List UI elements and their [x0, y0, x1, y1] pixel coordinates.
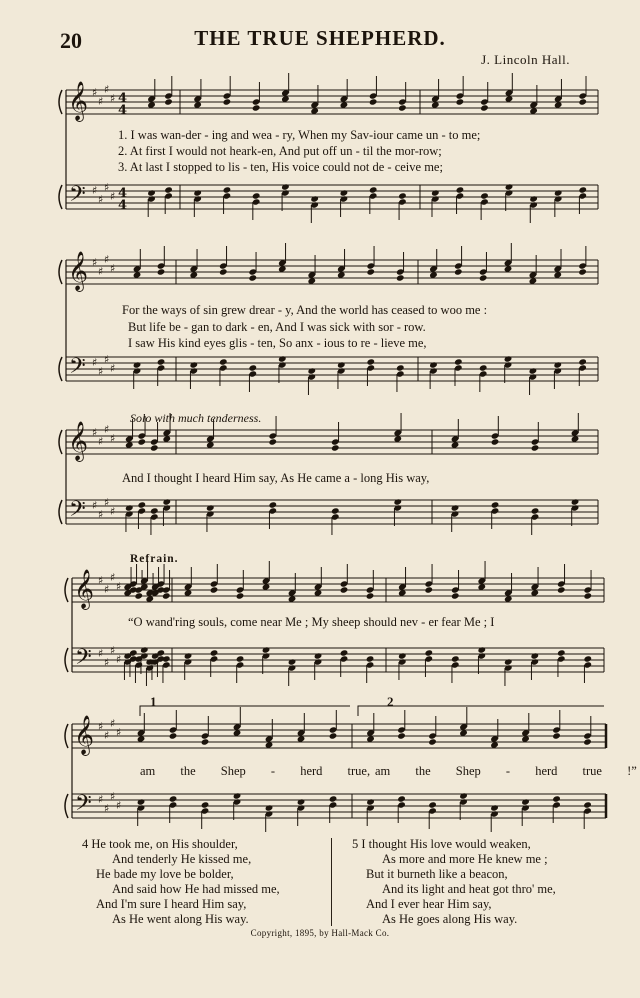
page-title: THE TRUE SHEPHERD. [194, 26, 446, 50]
system4-treble-clef: 𝄞 [74, 569, 95, 609]
system2-bass-notes-head [454, 358, 463, 365]
stanza-divider [331, 838, 332, 926]
system5-key-signature: ♯ [98, 720, 104, 733]
system2-brace [59, 357, 62, 381]
system1-treble-notes-head [164, 98, 173, 105]
solo-line: And I thought I heard Him say, As He came a - long His way, [122, 471, 430, 485]
system4-treble-notes-head [424, 586, 433, 593]
system1-treble-notes-head [480, 104, 489, 111]
system2-treble-notes-head [454, 268, 463, 275]
system3-key-signature: ♯ [110, 505, 116, 518]
system4-treble-notes-head [162, 592, 171, 599]
system1-bass-notes-head [281, 183, 290, 190]
system1-key-signature: ♯ [98, 95, 104, 108]
system5-bass-notes-head [366, 798, 375, 805]
system2-bass-notes-head [504, 355, 513, 362]
system3-key-signature: ♯ [92, 499, 98, 512]
system5-key-signature: ♯ [104, 729, 110, 742]
stanza-5-text-1: I thought His love would weaken, [361, 837, 531, 851]
stanza-5-line-5: And I ever hear Him say, [366, 897, 492, 911]
system2-bass-notes-head [278, 355, 287, 362]
system4-key-signature: ♯ [110, 571, 116, 584]
system5-key-signature: ♯ [116, 799, 122, 812]
system2-key-signature: ♯ [110, 362, 116, 375]
system2-bass-notes-head [133, 361, 142, 368]
system1-bass-notes-head [340, 189, 349, 196]
system5-key-signature: ♯ [104, 802, 110, 815]
system5-treble-notes-head [201, 738, 210, 745]
system1-bass-notes-head [456, 186, 465, 193]
system4-bass-notes-head [477, 646, 486, 653]
system4-key-signature: ♯ [104, 583, 110, 596]
system5-bass-notes-head [329, 795, 338, 802]
system2-treble-notes-head [578, 268, 587, 275]
composer-credit: J. Lincoln Hall. [481, 52, 570, 67]
system2-bass-notes-head [366, 358, 375, 365]
verse3-line2: I saw His kind eyes glis - ten, So anx - ious to re - lieve me, [128, 336, 427, 350]
system5-bass-notes-head [233, 792, 242, 799]
system1-brace [59, 185, 62, 209]
second-ending-number: 2 [387, 694, 394, 709]
system1-bass-notes-head [310, 195, 319, 202]
system1-treble-notes-head [398, 104, 407, 111]
system4-treble-notes-head [236, 592, 245, 599]
system4-bass-notes-head [210, 649, 219, 656]
system5-bass-notes-head [459, 792, 468, 799]
stanza-4 [82, 837, 280, 927]
refrain-line1: “O wand'ring souls, come near Me ; My sheep should nev - er fear Me ; I [128, 615, 495, 629]
system3-treble-notes-head [150, 444, 159, 451]
system5-brace [65, 794, 68, 818]
system5-bass-notes-head [297, 798, 306, 805]
system2-treble-notes-head [479, 274, 488, 281]
system1-bass-notes-head [164, 186, 173, 193]
system5-key-signature: ♯ [110, 717, 116, 730]
system1-bass-notes-head [505, 183, 514, 190]
system4-treble-notes-head [583, 592, 592, 599]
system5-bass-notes-head [490, 804, 499, 811]
system3-treble-notes-head [531, 444, 540, 451]
system2-key-signature: ♯ [104, 253, 110, 266]
system5-treble-clef: 𝄞 [74, 715, 95, 755]
system1-bass-notes-head [480, 192, 489, 199]
system2-treble-notes-head [219, 268, 228, 275]
system4-bass-notes-head [451, 655, 460, 662]
system3-bass-notes-head [571, 498, 580, 505]
system5-treble-notes-head [397, 732, 406, 739]
stanza-4-line-2: And tenderly He kissed me, [112, 852, 252, 866]
system2-key-signature: ♯ [98, 365, 104, 378]
copyright-notice: Copyright, 1895, by Hall-Mack Co. [250, 928, 390, 938]
stanza-5-line-4: And its light and heat got thro' me, [382, 882, 556, 896]
system3-bass-notes-head [531, 507, 540, 514]
system3-key-signature: ♯ [110, 432, 116, 445]
system1-key-signature: ♯ [92, 86, 98, 99]
system3-key-signature: ♯ [104, 496, 110, 509]
solo-direction: Solo with much tenderness. [130, 411, 262, 425]
system2-key-signature: ♯ [92, 356, 98, 369]
system3-treble-notes-head [137, 438, 146, 445]
refrain-line2-first-ending: am the Shep - herd true, [140, 764, 371, 778]
system1-time-signature: 4 [118, 103, 128, 118]
system5-key-signature: ♯ [116, 726, 122, 739]
system1-bass-notes-head [369, 186, 378, 193]
system2-bass-notes-head [429, 361, 438, 368]
system4-bass-notes-head [314, 652, 323, 659]
system2-brace [59, 260, 62, 284]
system4-bass-clef: 𝄢 [75, 645, 92, 675]
system5-bass-notes-head [265, 804, 274, 811]
system2-bass-notes-head [529, 367, 538, 374]
system4-treble-notes-head [134, 592, 143, 599]
system4-key-signature: ♯ [98, 647, 104, 660]
system5-brace [65, 724, 68, 748]
stanza-5 [352, 837, 556, 927]
system1-time-signature: 4 [118, 198, 128, 213]
verse2-line1: 2. At first I would not heark-en, And put off un - til the mor-row; [118, 144, 442, 158]
system3-bass-clef: 𝄢 [69, 497, 86, 527]
system5-treble-notes-head [329, 732, 338, 739]
stanza-5-line-6: As He goes along His way. [382, 912, 518, 926]
system1-bass-notes-head [223, 186, 232, 193]
system4-bass-notes-head [583, 655, 592, 662]
stanza-5-number: 5 [352, 837, 359, 851]
system5-bass-notes-head [169, 795, 178, 802]
system3-treble-clef: 𝄞 [68, 421, 89, 461]
verse2-line2: But life be - gan to dark - en, And I was sick with sor - row. [128, 320, 426, 334]
system4-bass-notes-head [162, 655, 171, 662]
system3-key-signature: ♯ [98, 508, 104, 521]
system5-bass-notes-head [428, 801, 437, 808]
system3-brace [59, 500, 62, 524]
system4-treble-notes-head [366, 592, 375, 599]
system5-bass-notes-head [521, 798, 530, 805]
system4-treble-notes-head [210, 586, 219, 593]
system4-bass-notes-head [504, 658, 513, 665]
system4-bass-notes-head [530, 652, 539, 659]
system4-bass-notes-head [288, 658, 297, 665]
page-number: 20 [60, 28, 82, 53]
system2-bass-notes-head [248, 364, 257, 371]
system2-key-signature: ♯ [92, 256, 98, 269]
system1-treble-notes-head [252, 104, 261, 111]
system4-key-signature: ♯ [116, 653, 122, 666]
system2-bass-notes-head [157, 358, 166, 365]
system5-bass-notes-head [201, 801, 210, 808]
system2-bass-notes-head [219, 358, 228, 365]
system3-bass-notes-head [331, 507, 340, 514]
system1-key-signature: ♯ [104, 181, 110, 194]
system2-key-signature: ♯ [110, 262, 116, 275]
system2-bass-notes-head [189, 361, 198, 368]
system4-key-signature: ♯ [104, 656, 110, 669]
system2-treble-notes-head [366, 268, 375, 275]
system2-key-signature: ♯ [98, 265, 104, 278]
stanza-4-number: 4 [82, 837, 89, 851]
system3-brace [59, 430, 62, 454]
system3-treble-notes-head [331, 444, 340, 451]
system1-key-signature: ♯ [104, 83, 110, 96]
system4-bass-notes-head [140, 646, 149, 653]
system3-bass-notes-head [491, 501, 500, 508]
system1-bass-notes-head [431, 189, 440, 196]
system1-treble-clef: 𝄞 [68, 81, 89, 121]
system4-bass-notes-head [424, 649, 433, 656]
system3-bass-notes-head [150, 507, 159, 514]
system2-bass-notes-head [578, 358, 587, 365]
system5-treble-notes-head [428, 738, 437, 745]
system2-key-signature: ♯ [104, 353, 110, 366]
system3-bass-notes-head [268, 501, 277, 508]
stanza-4-text-1: He took me, on His shoulder, [91, 837, 238, 851]
system2-bass-clef: 𝄢 [69, 354, 86, 384]
refrain-line2-second-ending: am the Shep - herd true !” [375, 764, 637, 778]
system1-treble-notes-head [578, 98, 587, 105]
system1-time-signature: 4 [118, 91, 128, 106]
system4-treble-notes-head [557, 586, 566, 593]
system1-brace [59, 90, 62, 114]
system1-key-signature: ♯ [98, 193, 104, 206]
stanza-4-line-5: And I'm sure I heard Him say, [96, 897, 247, 911]
system1-key-signature: ♯ [110, 190, 116, 203]
stanza-4-line-6: As He went along His way. [112, 912, 249, 926]
stanza-5-line-1 [352, 837, 556, 852]
system1-bass-notes-head [252, 192, 261, 199]
system5-bass-clef: 𝄢 [75, 791, 92, 821]
system3-bass-notes-head [125, 504, 134, 511]
verse3-line1: 3. At last I stopped to lis - ten, His voice could not de - ceive me; [118, 160, 443, 174]
system5-treble-notes-head [583, 738, 592, 745]
system3-key-signature: ♯ [92, 426, 98, 439]
system2-bass-notes-head [479, 364, 488, 371]
system4-bass-notes-head [398, 652, 407, 659]
system2-treble-notes-head [157, 268, 166, 275]
system1-bass-clef: 𝄢 [69, 182, 86, 212]
stanza-4-line-4: And said how He had missed me, [112, 882, 280, 896]
system3-treble-notes-head [268, 438, 277, 445]
system4-brace [65, 578, 68, 602]
system1-bass-notes-head [529, 195, 538, 202]
system5-key-signature: ♯ [98, 793, 104, 806]
system4-brace [65, 648, 68, 672]
system4-bass-notes-head [184, 652, 193, 659]
system5-bass-notes-head [137, 798, 146, 805]
system1-bass-notes-head [554, 189, 563, 196]
system5-bass-notes-head [583, 801, 592, 808]
system3-bass-notes-head [206, 504, 215, 511]
stanza-4-line-1 [82, 837, 280, 852]
stanza-4-line-3: He bade my love be bolder, [96, 867, 234, 881]
system4-key-signature: ♯ [116, 580, 122, 593]
first-ending-number: 1 [150, 694, 157, 709]
system2-bass-notes-head [553, 361, 562, 368]
system2-bass-notes-head [307, 367, 316, 374]
system4-bass-notes-head [557, 649, 566, 656]
second-ending-bracket [358, 706, 604, 716]
system1-bass-notes-head [193, 189, 202, 196]
system4-treble-notes-head [451, 592, 460, 599]
system4-treble-notes-head [340, 586, 349, 593]
system3-bass-notes-head [162, 498, 171, 505]
system1-key-signature: ♯ [110, 92, 116, 105]
stanza-5-line-3: But it burneth like a beacon, [366, 867, 508, 881]
system1-key-signature: ♯ [92, 184, 98, 197]
first-ending-bracket [140, 706, 350, 716]
system4-bass-notes-head [366, 655, 375, 662]
verse1-line2: For the ways of sin grew drear - y, And the world has ceased to woo me : [122, 303, 488, 317]
system2-treble-notes-head [396, 274, 405, 281]
system2-treble-clef: 𝄞 [68, 251, 89, 291]
system1-bass-notes-head [398, 192, 407, 199]
system3-bass-notes-head [451, 504, 460, 511]
system3-bass-notes-head [137, 501, 146, 508]
system1-bass-notes-head [147, 189, 156, 196]
system4-bass-notes-head [340, 649, 349, 656]
system3-bass-notes-head [393, 498, 402, 505]
system4-bass-notes-head [236, 655, 245, 662]
system5-key-signature: ♯ [110, 790, 116, 803]
system5-treble-notes-head [552, 732, 561, 739]
system1-bass-notes-head [578, 186, 587, 193]
system1-treble-notes-head [369, 98, 378, 105]
refrain-label: Refrain. [130, 553, 179, 565]
system5-bass-notes-head [397, 795, 406, 802]
verse1-line1: 1. I was wan-der - ing and wea - ry, When my Sav-iour came un - to me; [118, 128, 481, 142]
system5-treble-notes-head [169, 732, 178, 739]
system1-treble-notes-head [223, 98, 232, 105]
system3-treble-notes-head [491, 438, 500, 445]
system3-key-signature: ♯ [104, 423, 110, 436]
system2-bass-notes-head [337, 361, 346, 368]
system3-key-signature: ♯ [98, 435, 104, 448]
system4-key-signature: ♯ [110, 644, 116, 657]
system4-key-signature: ♯ [98, 574, 104, 587]
system1-time-signature: 4 [118, 186, 128, 201]
system5-bass-notes-head [552, 795, 561, 802]
stanza-5-line-2: As more and more He knew me ; [382, 852, 548, 866]
system1-treble-notes-head [456, 98, 465, 105]
system2-bass-notes-head [396, 364, 405, 371]
system4-bass-notes-head [262, 646, 271, 653]
system2-treble-notes-head [248, 274, 257, 281]
